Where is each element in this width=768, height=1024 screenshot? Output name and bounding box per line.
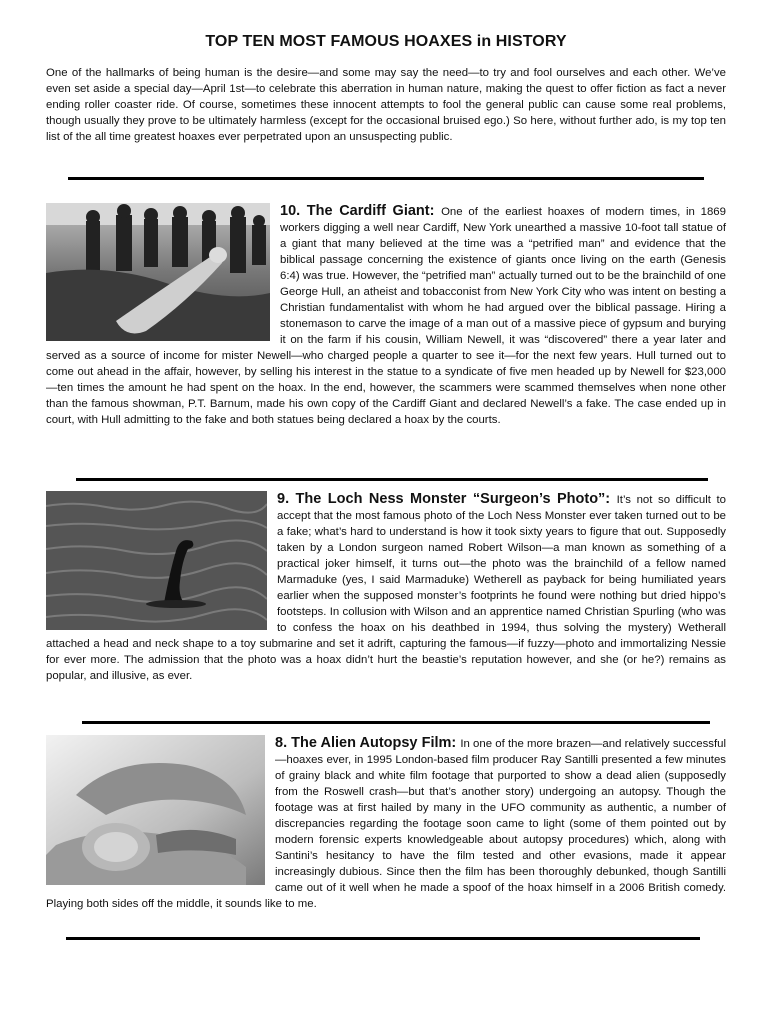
section-body: It’s not so difficult to accept that the most famous photo of the Loch Ness Monster ever taken turned out to be a fake; what’s hard to understand is how it took sixty years to figure that out. Supposedly taken by a London surgeon named Robert Wilson—a man known as something of a practical joker himself, it turns out—the photo was the brainchild of a fellow named Marmaduke (yes, I said Marmaduke) Wetherell as payback for being humiliated years earlier when the supposed monster’s footprints he found were nothing but dried hippo’s footsteps. In collusion with Wilson and an apprentice named Christian Spurling (who was to confess the hoax on his deathbed in 1994, thus solving the mystery) Wetherall attached a head and neck shape to a toy submarine and set it adrift, capturing the famous—if fuzzy—photo and immortalizing Nessie for ever more. The admission that the photo was a hoax didn’t hurt the beastie’s reputation however, and she (or he?) remains as popular, and illusive, as ever. — [46, 494, 726, 682]
section-body: One of the earliest hoaxes of modern times, in 1869 workers digging a well near Cardiff, New York unearthed a massive 10-foot tall statue of a giant that many believed at the time was a “petrified man” and evidence that the biblical passage concerning the existence of giants once living on the earth (Genesis 6:4) was true. However, the “petrified man” actually turned out to be the brainchild of one George Hull, an atheist and tobacconist from New York City who was intent on besting a Christian fundamentalist with whom he had argued over the biblical passage. Hiring a stonemason to carve the image of a man out of a massive piece of gypsum and burying it on the farm if his cousin, William Newell, it was “discovered” there a year later and served as a source of income for mister Newell—who charged people a quarter to see it—for the next few years. Hull turned out to come out ahead in the affair, however, by selling his interest in the statue to a syndicate of five men headed up by Newell for $23,000—ten times the amount he had spent on the hoax. In the end, however, the scammers were scammed themselves when none other than the famous showman, P.T. Barnum, made his own copy of the Cardiff Giant and declared Newell’s a fake. The case ended up in court, with Hull admitting to the fake and both statues being declared a hoax by the courts. — [46, 206, 726, 426]
hoax-section-cardiff-giant — [46, 203, 726, 428]
hoax-section-alien-autopsy — [46, 735, 726, 912]
hoax-section-loch-ness — [46, 491, 726, 684]
section-heading: 10. The Cardiff Giant: — [280, 203, 442, 219]
section-body: In one of the more brazen—and relatively successful—hoaxes ever, in 1995 London-based film producer Ray Santilli presented a few minutes of grainy black and white film footage that purported to show a dead alien (supposedly from the Roswell crash—but that’s another story) undergoing an autopsy. Though the footage was at first hailed by many in the UFO community as authentic, a number of discrepancies regarding the footage soon came to light (some of them pointed out by modern forensic experts knowledgeable about autopsy procedures) which, along with Santini’s hesitancy to have the film tested and other evasions, made it appear increasingly dubious. Since then the film has been thoroughly debunked, though Santilli came out of it well when he made a spoof of the hoax himself in a 2006 British comedy. Playing both sides off the middle, it sounds like to me. — [46, 738, 726, 910]
intro-paragraph: One of the hallmarks of being human is the desire—and some may say the need—to try and fool ourselves and each other. We’ve even set aside a special day—April 1st—to celebrate this aberration in human nature, making the quest to offer fiction as fact a never ending roller coaster ride. Of course, sometimes these innocent attempts to fool the general public can cause some real problems, though usually they prove to be ultimately harmless (except for the occasional bruised ego.) So here, without further ado, is my top ten list of the all time greatest hoaxes ever perpetrated upon an unsuspecting public. — [46, 67, 726, 143]
alien-autopsy-photo — [46, 735, 265, 885]
section-heading: 9. The Loch Ness Monster “Surgeon’s Photo”: — [277, 491, 617, 507]
page-title: TOP TEN MOST FAMOUS HOAXES in HISTORY — [205, 33, 567, 50]
cardiff-giant-photo — [46, 203, 270, 341]
section-divider — [76, 478, 708, 481]
section-divider — [66, 937, 700, 940]
section-divider — [82, 721, 710, 724]
section-divider — [68, 177, 704, 180]
section-heading: 8. The Alien Autopsy Film: — [275, 735, 461, 751]
loch-ness-photo — [46, 491, 267, 630]
